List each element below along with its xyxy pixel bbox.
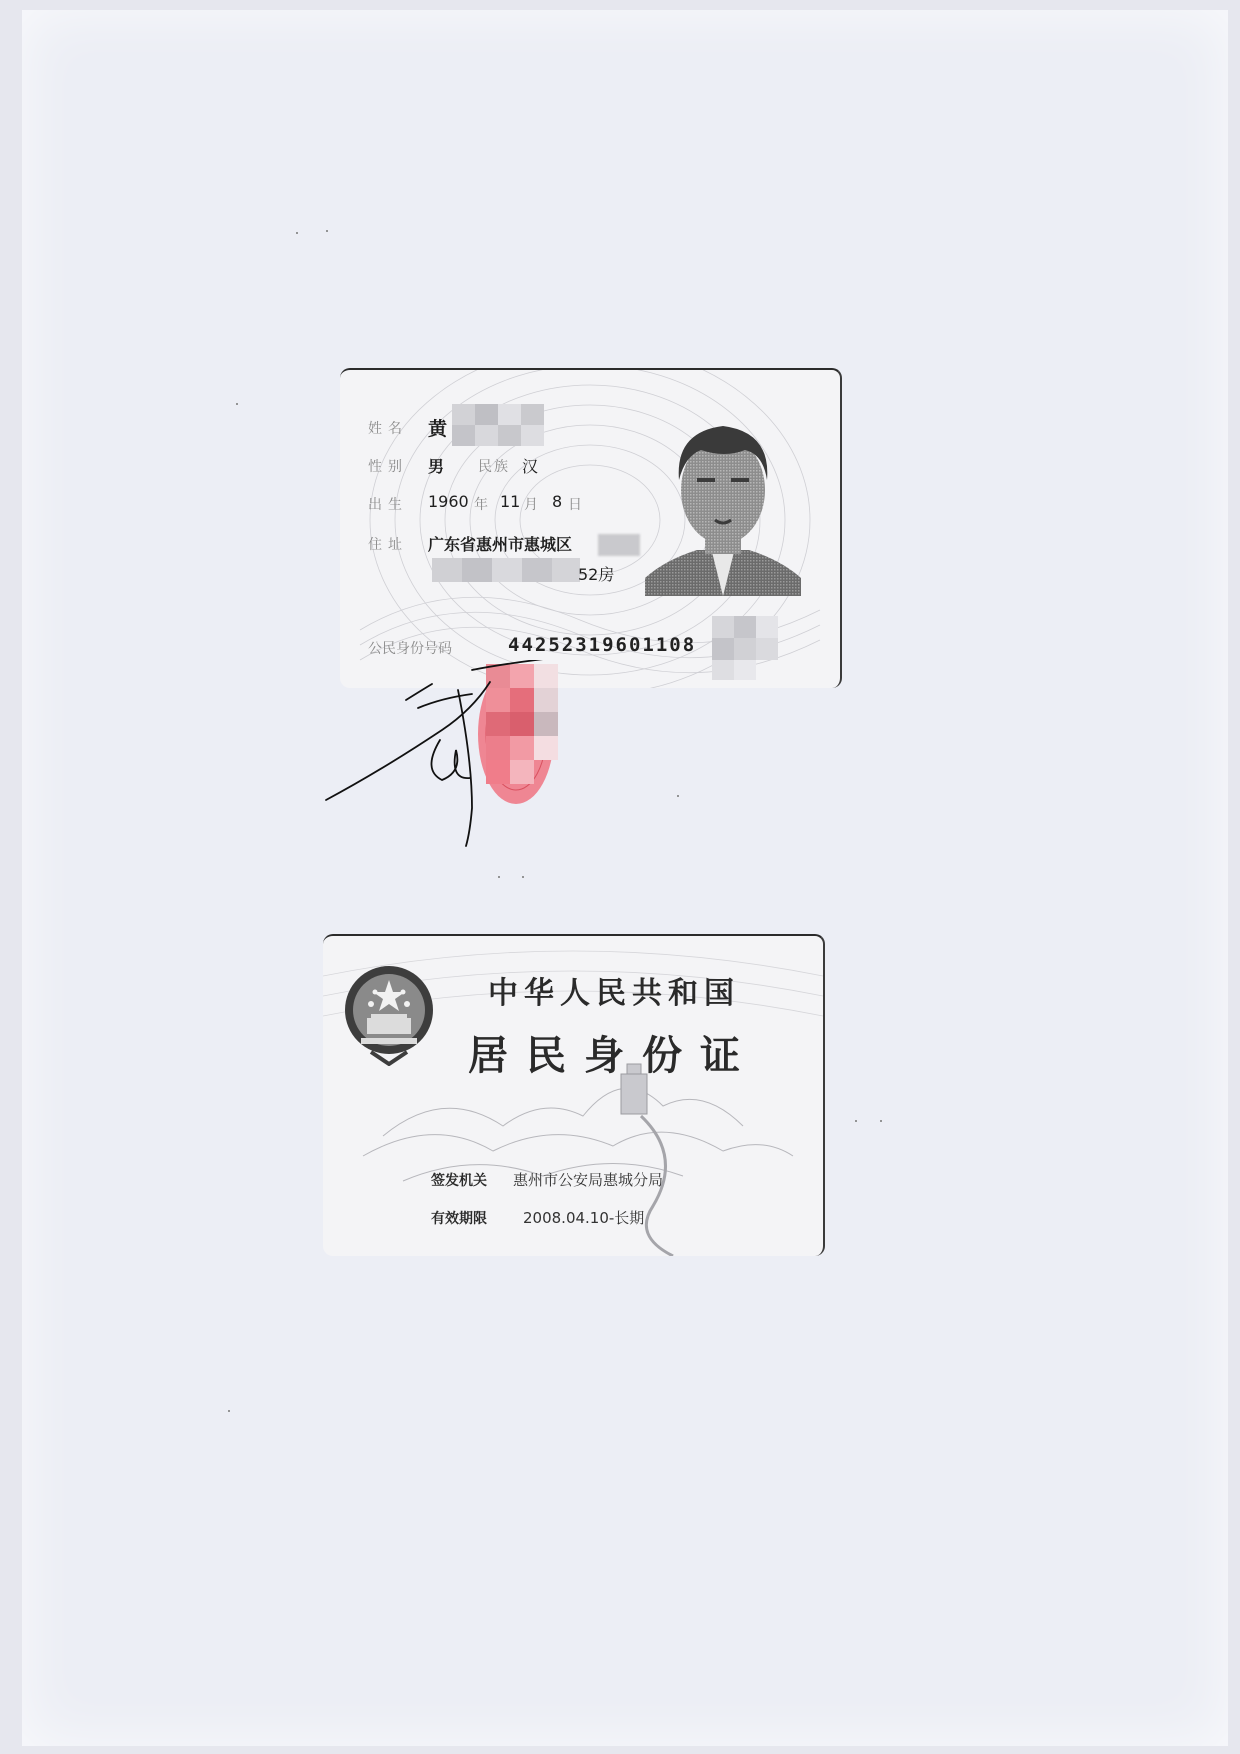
issuing-authority-value: 惠州市公安局惠城分局 xyxy=(513,1171,664,1189)
scan-speck xyxy=(855,1120,857,1122)
sex-value: 男 xyxy=(428,457,445,476)
address-line1: 广东省惠州市惠城区 xyxy=(428,535,573,554)
id-number-value: 44252319601108 xyxy=(508,634,697,656)
label-validity: 有效期限 xyxy=(431,1211,487,1227)
scan-speck xyxy=(296,232,298,234)
label-ethnicity: 民族 xyxy=(478,459,510,475)
redacted-id-number xyxy=(712,616,798,680)
scan-speck xyxy=(522,876,524,878)
scan-speck xyxy=(880,1120,882,1122)
label-name: 姓名 xyxy=(368,421,408,437)
redacted-name xyxy=(452,404,544,446)
label-sex: 性别 xyxy=(368,459,408,475)
ethnicity-value: 汉 xyxy=(522,457,539,476)
label-day: 日 xyxy=(568,497,582,513)
label-birth: 出生 xyxy=(368,497,408,513)
birth-month-value: 11 xyxy=(500,492,521,511)
label-address: 住址 xyxy=(368,537,408,553)
birth-year-value: 1960 xyxy=(428,492,469,511)
portrait-photo xyxy=(645,410,801,596)
national-emblem-icon xyxy=(341,962,437,1066)
scan-speck xyxy=(326,230,328,232)
redacted-address-1 xyxy=(598,534,640,556)
birth-day-value: 8 xyxy=(552,492,563,511)
label-year: 年 xyxy=(474,497,488,513)
scan-speck xyxy=(236,403,238,405)
scanned-page xyxy=(22,10,1228,1746)
scan-speck xyxy=(498,876,500,878)
id-card-back xyxy=(323,934,825,1256)
address-line2-tail: 52房 xyxy=(578,565,615,584)
scan-speck xyxy=(677,795,679,797)
document-title: 居民身份证 xyxy=(468,1032,758,1079)
country-title: 中华人民共和国 xyxy=(488,976,740,1011)
label-month: 月 xyxy=(524,497,538,513)
scan-speck xyxy=(228,1410,230,1412)
id-card-front xyxy=(340,368,842,688)
label-issuing-authority: 签发机关 xyxy=(431,1173,487,1189)
signature xyxy=(322,660,572,850)
validity-value: 2008.04.10-长期 xyxy=(523,1209,645,1227)
redacted-address-2 xyxy=(432,558,580,582)
label-id-number: 公民身份号码 xyxy=(368,641,452,657)
name-value: 黄 xyxy=(428,418,448,440)
